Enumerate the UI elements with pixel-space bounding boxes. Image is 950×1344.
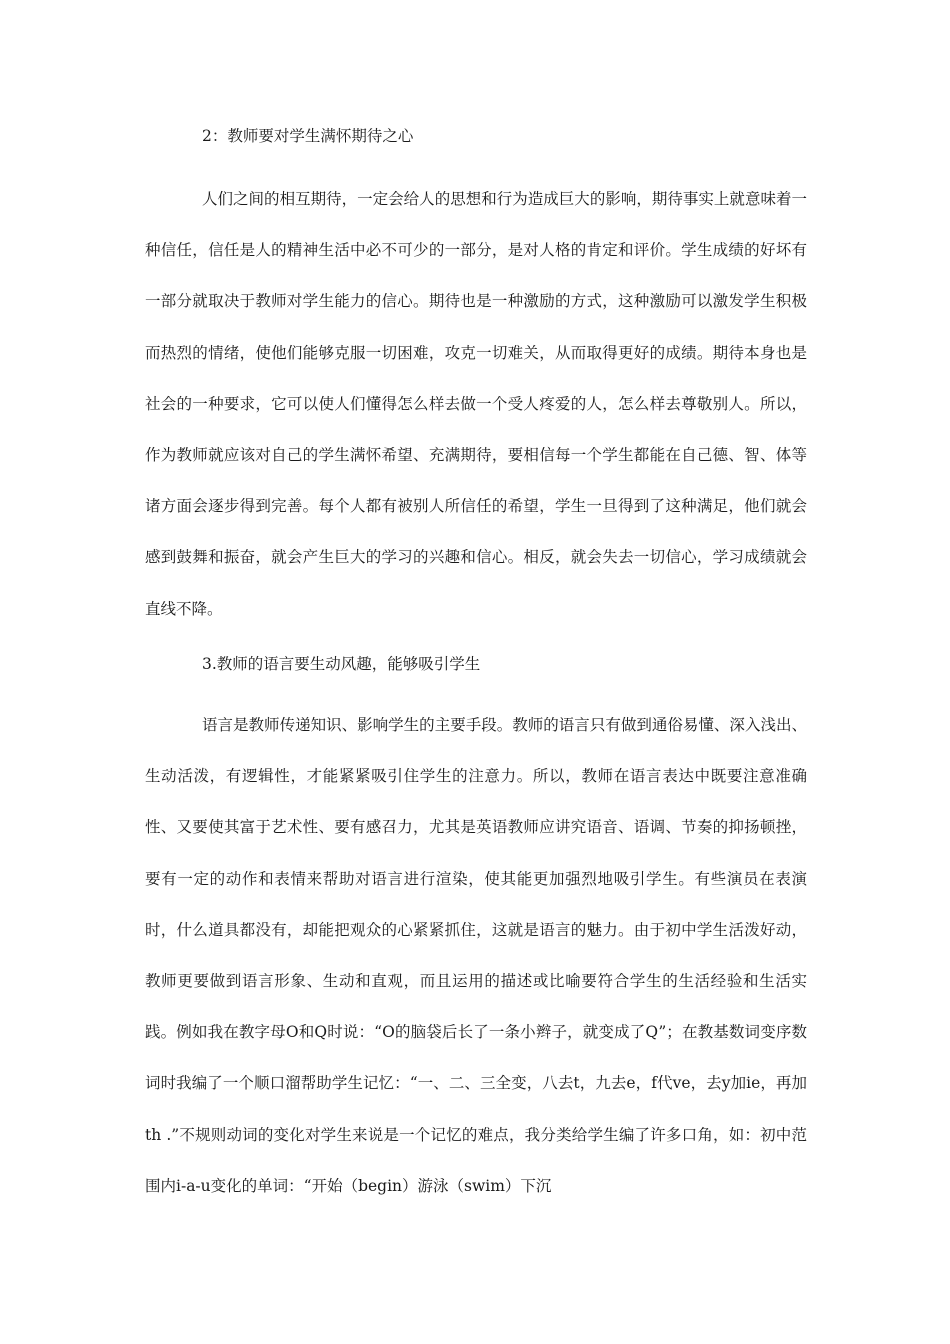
section-2-paragraph: 人们之间的相互期待，一定会给人的思想和行为造成巨大的影响，期待事实上就意味着一种信任，信任是人的精神生活中必不可少的一部分，是对人格的肯定和评价。学生成绩的好坏有一部分就取决于教师对学生能力的信心。期待也是一种激励的方式，这种激励可以激发学生积极而热烈的情绪，使他们能够克服一切困难，攻克一切难关，从而取得更好的成绩。期待本身也是社会的一种要求，它可以使人们懂得怎么样去做一个受人疼爱的人，怎么样去尊敬别人。所以，作为教师就应该对自己的学生满怀希望、充满期待，要相信每一个学生都能在自己德、智、体等诸方面会逐步得到完善。每个人都有被别人所信任的希望，学生一旦得到了这种满足，他们就会感到鼓舞和振奋，就会产生巨大的学习的兴趣和信心。相反，就会失去一切信心，学习成绩就会直线不降。 [145,190,807,618]
section-3-heading: 3.教师的语言要生动风趣，能够吸引学生 [202,655,481,673]
section-2-heading: 2：教师要对学生满怀期待之心 [202,127,414,145]
section-3-paragraph: 语言是教师传递知识、影响学生的主要手段。教师的语言只有做到通俗易懂、深入浅出、生动活泼，有逻辑性，才能紧紧吸引住学生的注意力。所以，教师在语言表达中既要注意准确性、又要使其富于艺术性、要有感召力，尤其是英语教师应讲究语音、语调、节奏的抑扬顿挫，要有一定的动作和表情来帮助对语言进行渲染，使其能更加强烈地吸引学生。有些演员在表演时，什么道具都没有，却能把观众的心紧紧抓住，这就是语言的魅力。由于初中学生活泼好动，教师更要做到语言形象、生动和直观，而且运用的描述或比喻要符合学生的生活经验和生活实践。例如我在教字母O和Q时说：“O的脑袋后长了一条小辫子，就变成了Q”；在教基数词变序数词时我编了一个顺口溜帮助学生记忆：“一、二、三全变，八去t，九去e，f代ve，去y加ie，再加th .”不规则动词的变化对学生来说是一个记忆的难点，我分类给学生编了许多口角，如：初中范围内i-a-u变化的单词：“开始（begin）游泳（swim）下沉 [145,716,807,1195]
section-3-paragraph-block [145,700,807,1212]
section-2-paragraph-block [145,174,807,635]
